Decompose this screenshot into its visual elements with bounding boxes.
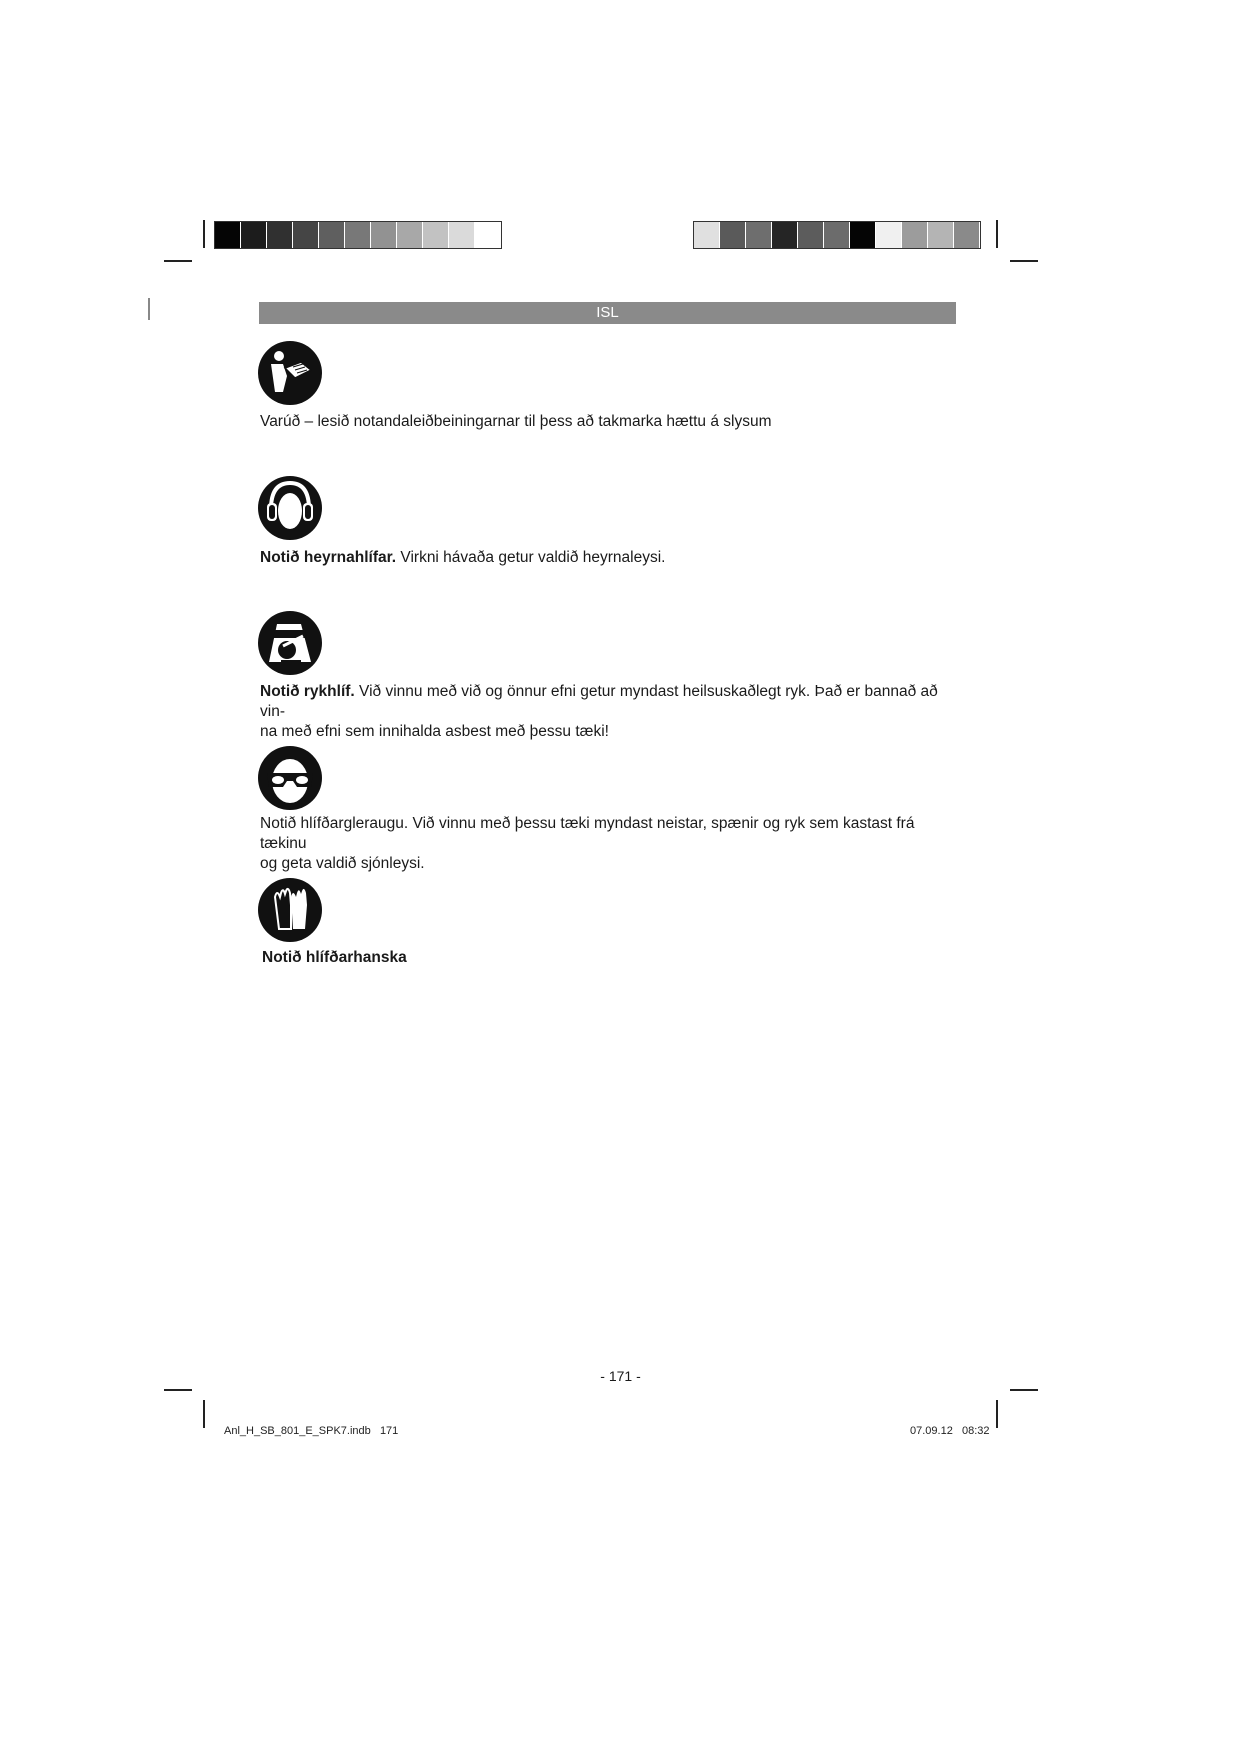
dust-mask-icon (257, 610, 323, 676)
language-code: ISL (596, 304, 619, 321)
calibration-swatch (746, 222, 772, 248)
crop-mark (203, 220, 205, 248)
calibration-swatch (449, 222, 475, 248)
gloves-icon (257, 877, 323, 943)
section-ear-protection-text (260, 548, 960, 568)
section-dust-mask-text (260, 682, 960, 742)
crop-mark (148, 298, 150, 320)
section-text: Virkni hávaða getur valdið heyrnaleysi. (396, 549, 666, 566)
calibration-swatch (423, 222, 449, 248)
calibration-swatch (241, 222, 267, 248)
crop-mark (1010, 1389, 1038, 1391)
calibration-swatch (694, 222, 720, 248)
calibration-swatch (928, 222, 954, 248)
section-read-manual-text (260, 412, 960, 432)
crop-mark (1010, 260, 1038, 262)
safety-goggles-icon (257, 745, 323, 811)
calibration-swatch (371, 222, 397, 248)
calibration-swatch (772, 222, 798, 248)
section-bold-label: Notið hlífðarhanska (262, 949, 407, 966)
calibration-swatch (850, 222, 876, 248)
section-text: Við vinnu með við og önnur efni getur myndast heilsuskaðlegt ryk. Það er bannað að vin- (260, 683, 938, 720)
crop-mark (164, 1389, 192, 1391)
calibration-swatch (293, 222, 319, 248)
calibration-swatch (397, 222, 423, 248)
section-text: Varúð – lesið notandaleiðbeiningarnar til þess að takmarka hættu á slysum (260, 413, 772, 430)
calibration-swatch (876, 222, 902, 248)
page-number: - 171 - (600, 1368, 641, 1384)
section-bold-label: Notið rykhlíf. (260, 683, 355, 700)
section-text-line2: og geta valdið sjónleysi. (260, 855, 425, 872)
calibration-swatch (798, 222, 824, 248)
calibration-swatch (215, 222, 241, 248)
section-text-line2: na með efni sem innihalda asbest með þessu tæki! (260, 723, 609, 740)
section-text: Notið hlífðargleraugu. Við vinnu með þessu tæki myndast neistar, spænir og ryk sem kastast frá tækinu (260, 815, 915, 852)
calibration-swatch (902, 222, 928, 248)
footer-file-info: Anl_H_SB_801_E_SPK7.indb 171 (224, 1425, 399, 1437)
section-safety-goggles-text (260, 814, 960, 874)
footer-date: 07.09.12 08:32 (910, 1425, 990, 1437)
ear-protection-icon (257, 475, 323, 541)
section-bold-label: Notið heyrnahlífar. (260, 549, 397, 566)
color-calibration-bar-right (693, 221, 981, 249)
calibration-swatch (720, 222, 746, 248)
read-manual-icon (257, 340, 323, 406)
crop-mark (996, 220, 998, 248)
calibration-swatch (954, 222, 980, 248)
color-calibration-bar-left (214, 221, 502, 249)
section-gloves-text (262, 948, 962, 968)
calibration-swatch (345, 222, 371, 248)
crop-mark (996, 1400, 998, 1428)
crop-mark (164, 260, 192, 262)
calibration-swatch (267, 222, 293, 248)
calibration-swatch (824, 222, 850, 248)
calibration-swatch (475, 222, 501, 248)
language-header-band (259, 302, 956, 324)
crop-mark (203, 1400, 205, 1428)
calibration-swatch (319, 222, 345, 248)
